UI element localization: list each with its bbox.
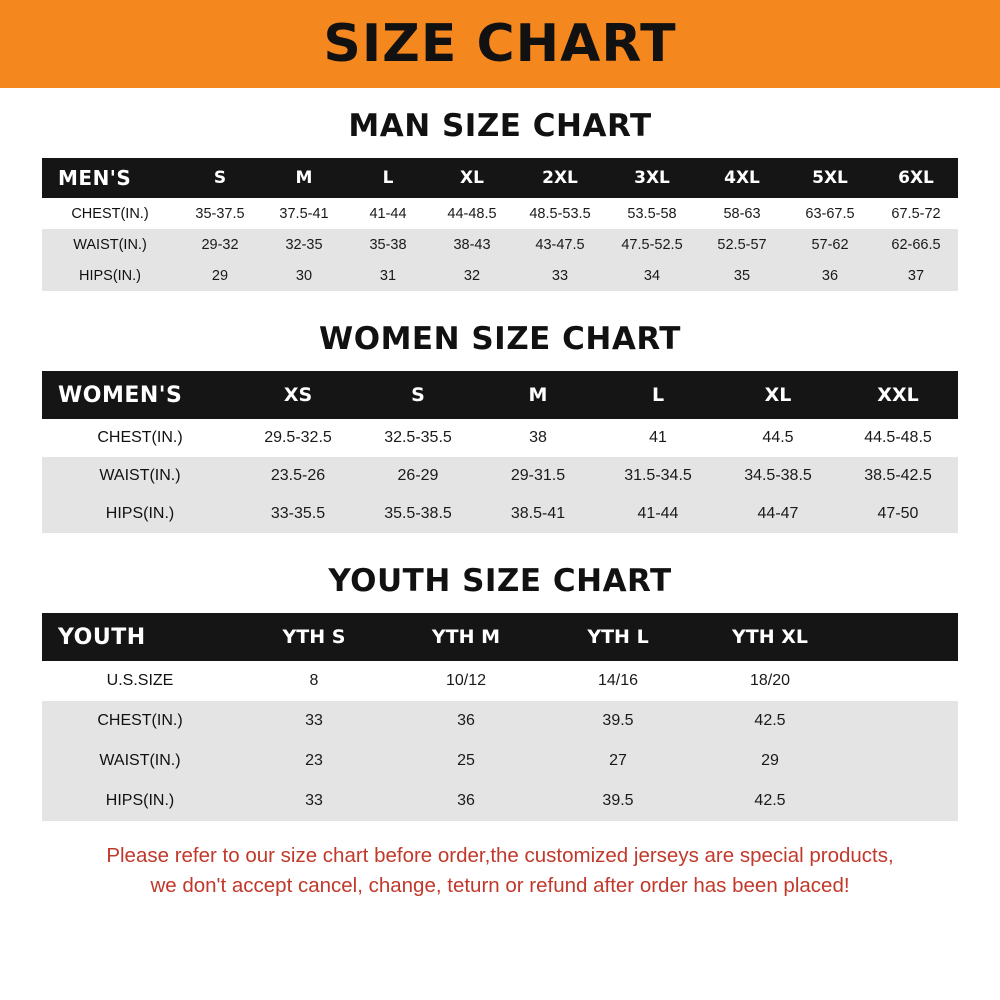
women-chest-xxl: 44.5-48.5: [838, 419, 958, 457]
man-header-6xl: 6XL: [874, 158, 958, 198]
youth-header-xl: YTH XL: [694, 613, 846, 661]
women-hips-s: 35.5-38.5: [358, 495, 478, 533]
man-size-table: [42, 158, 958, 291]
man-size-section: [0, 108, 1000, 291]
women-size-section: [0, 321, 1000, 533]
women-header-s: S: [358, 371, 478, 419]
youth-chest-l: 39.5: [542, 701, 694, 741]
youth-header-label: YOUTH: [42, 613, 238, 661]
man-chest-m: 37.5-41: [262, 198, 346, 229]
table-row: [42, 260, 958, 291]
women-size-table: [42, 371, 958, 533]
women-waist-s: 26-29: [358, 457, 478, 495]
man-row-waist-label: WAIST(IN.): [42, 229, 178, 260]
women-hips-xxl: 47-50: [838, 495, 958, 533]
youth-row-waist-label: WAIST(IN.): [42, 741, 238, 781]
table-row: [42, 495, 958, 533]
man-chest-2xl: 48.5-53.5: [514, 198, 606, 229]
youth-header-m: YTH M: [390, 613, 542, 661]
women-row-hips-label: HIPS(IN.): [42, 495, 238, 533]
man-waist-4xl: 52.5-57: [698, 229, 786, 260]
youth-section-title: YOUTH SIZE CHART: [328, 563, 672, 599]
man-hips-l: 31: [346, 260, 430, 291]
man-hips-2xl: 33: [514, 260, 606, 291]
man-waist-s: 29-32: [178, 229, 262, 260]
youth-waist-xl: 29: [694, 741, 846, 781]
man-table-header-row: [42, 158, 958, 198]
youth-ussize-s: 8: [238, 661, 390, 701]
women-header-m: M: [478, 371, 598, 419]
man-header-l: L: [346, 158, 430, 198]
man-chest-6xl: 67.5-72: [874, 198, 958, 229]
man-waist-2xl: 43-47.5: [514, 229, 606, 260]
man-waist-5xl: 57-62: [786, 229, 874, 260]
women-waist-m: 29-31.5: [478, 457, 598, 495]
youth-hips-s: 33: [238, 781, 390, 821]
man-hips-6xl: 37: [874, 260, 958, 291]
women-row-waist-label: WAIST(IN.): [42, 457, 238, 495]
footer-note-line-1: Please refer to our size chart before order,the customized jerseys are special products,: [106, 844, 894, 867]
youth-chest-m: 36: [390, 701, 542, 741]
youth-header-s: YTH S: [238, 613, 390, 661]
women-chest-l: 41: [598, 419, 718, 457]
man-row-chest-label: CHEST(IN.): [42, 198, 178, 229]
women-chest-xl: 44.5: [718, 419, 838, 457]
women-waist-xs: 23.5-26: [238, 457, 358, 495]
youth-chest-s: 33: [238, 701, 390, 741]
youth-size-table: [42, 613, 958, 821]
women-hips-xs: 33-35.5: [238, 495, 358, 533]
man-hips-m: 30: [262, 260, 346, 291]
man-hips-5xl: 36: [786, 260, 874, 291]
man-hips-xl: 32: [430, 260, 514, 291]
youth-hips-spacer: [846, 781, 958, 821]
women-header-xl: XL: [718, 371, 838, 419]
table-row: [42, 198, 958, 229]
man-header-xl: XL: [430, 158, 514, 198]
man-chest-s: 35-37.5: [178, 198, 262, 229]
women-waist-xxl: 38.5-42.5: [838, 457, 958, 495]
man-hips-3xl: 34: [606, 260, 698, 291]
youth-ussize-spacer: [846, 661, 958, 701]
women-waist-l: 31.5-34.5: [598, 457, 718, 495]
youth-waist-l: 27: [542, 741, 694, 781]
man-chest-4xl: 58-63: [698, 198, 786, 229]
man-row-hips-label: HIPS(IN.): [42, 260, 178, 291]
page-title: SIZE CHART: [323, 14, 677, 74]
man-chest-3xl: 53.5-58: [606, 198, 698, 229]
youth-ussize-l: 14/16: [542, 661, 694, 701]
women-chest-m: 38: [478, 419, 598, 457]
man-chest-l: 41-44: [346, 198, 430, 229]
man-chest-xl: 44-48.5: [430, 198, 514, 229]
women-hips-m: 38.5-41: [478, 495, 598, 533]
youth-hips-m: 36: [390, 781, 542, 821]
footer-note-line-2: we don't accept cancel, change, teturn or refund after order has been placed!: [150, 873, 850, 897]
man-waist-xl: 38-43: [430, 229, 514, 260]
man-header-2xl: 2XL: [514, 158, 606, 198]
youth-header-spacer: [846, 613, 958, 661]
youth-header-l: YTH L: [542, 613, 694, 661]
table-row: [42, 781, 958, 821]
man-waist-3xl: 47.5-52.5: [606, 229, 698, 260]
youth-waist-s: 23: [238, 741, 390, 781]
youth-size-section: [0, 563, 1000, 821]
youth-ussize-xl: 18/20: [694, 661, 846, 701]
women-section-title: WOMEN SIZE CHART: [319, 321, 681, 357]
youth-table-header-row: [42, 613, 958, 661]
footer-note: [0, 841, 1000, 900]
man-header-label: MEN'S: [42, 158, 178, 198]
man-hips-s: 29: [178, 260, 262, 291]
youth-chest-xl: 42.5: [694, 701, 846, 741]
women-header-l: L: [598, 371, 718, 419]
man-header-s: S: [178, 158, 262, 198]
women-waist-xl: 34.5-38.5: [718, 457, 838, 495]
man-header-m: M: [262, 158, 346, 198]
women-chest-xs: 29.5-32.5: [238, 419, 358, 457]
table-row: [42, 701, 958, 741]
youth-row-chest-label: CHEST(IN.): [42, 701, 238, 741]
youth-ussize-m: 10/12: [390, 661, 542, 701]
youth-row-hips-label: HIPS(IN.): [42, 781, 238, 821]
youth-chest-spacer: [846, 701, 958, 741]
women-header-xs: XS: [238, 371, 358, 419]
youth-hips-l: 39.5: [542, 781, 694, 821]
table-row: [42, 229, 958, 260]
women-header-label: WOMEN'S: [42, 371, 238, 419]
youth-row-ussize-label: U.S.SIZE: [42, 661, 238, 701]
women-hips-xl: 44-47: [718, 495, 838, 533]
man-hips-4xl: 35: [698, 260, 786, 291]
youth-hips-xl: 42.5: [694, 781, 846, 821]
man-header-4xl: 4XL: [698, 158, 786, 198]
table-row: [42, 419, 958, 457]
women-hips-l: 41-44: [598, 495, 718, 533]
women-row-chest-label: CHEST(IN.): [42, 419, 238, 457]
women-table-header-row: [42, 371, 958, 419]
youth-waist-m: 25: [390, 741, 542, 781]
man-waist-6xl: 62-66.5: [874, 229, 958, 260]
youth-waist-spacer: [846, 741, 958, 781]
table-row: [42, 741, 958, 781]
page-banner: [0, 0, 1000, 88]
table-row: [42, 457, 958, 495]
man-header-3xl: 3XL: [606, 158, 698, 198]
women-header-xxl: XXL: [838, 371, 958, 419]
man-waist-m: 32-35: [262, 229, 346, 260]
man-waist-l: 35-38: [346, 229, 430, 260]
table-row: [42, 661, 958, 701]
women-chest-s: 32.5-35.5: [358, 419, 478, 457]
man-section-title: MAN SIZE CHART: [348, 108, 652, 144]
man-header-5xl: 5XL: [786, 158, 874, 198]
man-chest-5xl: 63-67.5: [786, 198, 874, 229]
